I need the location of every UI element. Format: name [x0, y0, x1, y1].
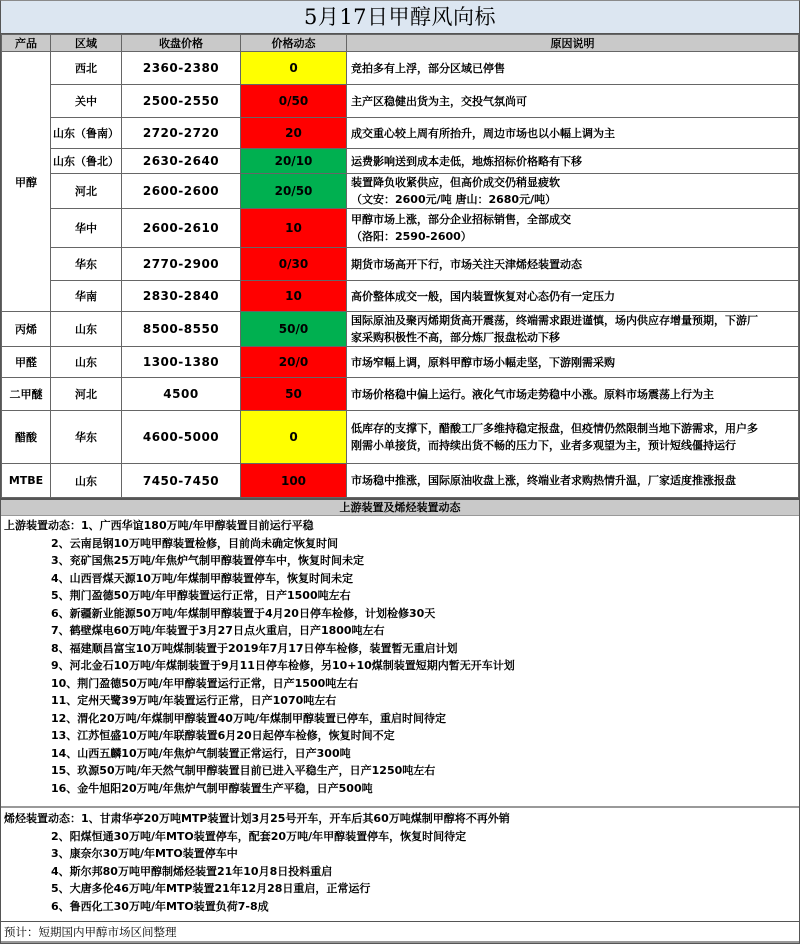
reason-line: 国际原油及聚丙烯期货高开震荡，终端需求跟进谨慎，场内供应存增量预期，下游厂 [351, 314, 758, 327]
table-header-row [2, 35, 799, 52]
reason-line: 低库存的支撑下，醋酸工厂多维持稳定报盘，但疫情仍然限制当地下游需求，用户多 [351, 422, 758, 435]
upstream-item-text: 3、兖矿国焦25万吨/年焦炉气制甲醇装置停车中，恢复时间未定 [51, 554, 364, 567]
region-cell: 华南 [51, 281, 122, 312]
upstream-item [4, 675, 796, 693]
price-cell: 2630-2640 [122, 149, 241, 174]
table-row [2, 52, 799, 85]
region-cell: 华东 [51, 411, 122, 464]
reason-line: 主产区稳健出货为主，交投气氛尚可 [351, 94, 527, 108]
olefin-item-text: 3、康奈尔30万吨/年MTO装置停车中 [51, 847, 238, 860]
upstream-item [4, 762, 796, 780]
reason-cell [347, 411, 799, 464]
olefin-block [1, 806, 799, 921]
reason-cell [347, 347, 799, 378]
table-row [2, 209, 799, 248]
upstream-item [4, 517, 796, 535]
olefin-item-text: 5、大唐多伦46万吨/年MTP装置21年12月28日重启，正常运行 [51, 882, 371, 895]
olefin-item [4, 845, 796, 863]
change-cell: 20 [241, 118, 347, 149]
upstream-item-text: 9、河北金石10万吨/年煤制装置于9月11日停车检修，另10+10煤制装置短期内暂无开车计划 [51, 659, 515, 672]
olefin-item-text: 6、鲁西化工30万吨/年MTO装置负荷7-8成 [51, 899, 269, 913]
price-cell: 2830-2840 [122, 281, 241, 312]
region-cell: 山东（鲁北） [51, 149, 122, 174]
upstream-item [4, 657, 796, 675]
price-table [1, 34, 799, 498]
reason-line: 期货市场高开下行，市场关注天津烯烃装置动态 [351, 257, 582, 271]
upstream-item [4, 727, 796, 745]
upstream-item-text: 5、荆门盈德50万吨/年甲醇装置运行正常，日产1500吨左右 [51, 589, 351, 602]
table-row [2, 464, 799, 498]
upstream-item [4, 745, 796, 763]
table-row [2, 312, 799, 347]
reason-line: 甲醇市场上涨，部分企业招标销售，全部成交 [351, 213, 571, 226]
region-cell: 山东 [51, 464, 122, 498]
table-row [2, 378, 799, 411]
reason-cell [347, 85, 799, 118]
upstream-item-text: 14、山西五麟10万吨/年焦炉气制装置正常运行，日产300吨 [51, 746, 351, 760]
product-cell: MTBE [2, 464, 51, 498]
reason-cell [347, 118, 799, 149]
upstream-item [4, 552, 796, 570]
region-cell: 西北 [51, 52, 122, 85]
reason-line: 市场稳中推涨，国际原油收盘上涨，终端业者求购热情升温，厂家适度推涨报盘 [351, 474, 736, 487]
table-row [2, 347, 799, 378]
upstream-label: 上游装置动态： [4, 519, 81, 532]
reason-line: 市场价格稳中偏上运行。液化气市场走势稳中小涨。原料市场震荡上行为主 [351, 387, 714, 401]
upstream-block [1, 516, 799, 806]
product-cell: 二甲醚 [2, 378, 51, 411]
upstream-item [4, 780, 796, 798]
price-cell: 2720-2720 [122, 118, 241, 149]
table-row [2, 411, 799, 464]
reason-line: 成交重心较上周有所抬升，周边市场也以小幅上调为主 [351, 126, 615, 140]
upstream-item-text: 16、金牛旭阳20万吨/年焦炉气制甲醇装置生产平稳，日产500吨 [51, 781, 373, 795]
reason-line: 家采购积极性不高，部分炼厂报盘松动下移 [351, 331, 560, 344]
product-cell: 甲醛 [2, 347, 51, 378]
change-cell: 50 [241, 378, 347, 411]
price-cell: 4600-5000 [122, 411, 241, 464]
olefin-item-text: 1、甘肃华亭20万吨MTP装置计划3月25号开车，开车后其60万吨煤制甲醇将不再外销 [81, 812, 510, 825]
reason-line: 装置降负收紧供应，但高价成交仍稍显疲软 [351, 176, 560, 189]
upstream-item [4, 710, 796, 728]
upstream-item-text: 13、江苏恒盛10万吨/年联醇装置6月20日起停车检修，恢复时间不定 [51, 729, 395, 742]
report-title: 5月17日甲醇风向标 [1, 1, 799, 34]
price-cell: 2600-2600 [122, 174, 241, 209]
reason-line: （文安：2600元/吨 唐山：2680元/吨） [351, 193, 557, 206]
olefin-item [4, 880, 796, 898]
upstream-item [4, 535, 796, 553]
upstream-item [4, 640, 796, 658]
price-cell: 2360-2380 [122, 52, 241, 85]
price-cell: 1300-1380 [122, 347, 241, 378]
upstream-item-text: 6、新疆新业能源50万吨/年煤制甲醇装置于4月20日停车检修，计划检修30天 [51, 606, 436, 620]
reason-line: （洛阳：2590-2600） [351, 230, 472, 243]
change-cell: 100 [241, 464, 347, 498]
change-cell: 10 [241, 209, 347, 248]
reason-cell [347, 52, 799, 85]
upstream-item-text: 10、荆门盈德50万吨/年甲醇装置运行正常，日产1500吨左右 [51, 676, 359, 690]
reason-cell [347, 248, 799, 281]
reason-line: 竞拍多有上浮，部分区域已停售 [351, 61, 505, 75]
table-row [2, 174, 799, 209]
change-cell: 20/0 [241, 347, 347, 378]
change-cell: 0 [241, 52, 347, 85]
region-cell: 山东（鲁南） [51, 118, 122, 149]
forecast-text: 预计：短期国内甲醇市场区间整理 [1, 921, 799, 943]
table-row [2, 85, 799, 118]
upstream-item-text: 7、鹤壁煤电60万吨/年装置于3月27日点火重启，日产1800吨左右 [51, 624, 385, 637]
upstream-item [4, 605, 796, 623]
region-cell: 河北 [51, 174, 122, 209]
upstream-item-text: 2、云南昆钢10万吨甲醇装置检修，目前尚未确定恢复时间 [51, 536, 338, 550]
reason-cell [347, 281, 799, 312]
product-cell: 醋酸 [2, 411, 51, 464]
upstream-item [4, 570, 796, 588]
upstream-item-text: 12、渭化20万吨/年煤制甲醇装置40万吨/年煤制甲醇装置已停车，重启时间待定 [51, 711, 446, 725]
olefin-item [4, 828, 796, 846]
region-cell: 华东 [51, 248, 122, 281]
region-cell: 河北 [51, 378, 122, 411]
table-row [2, 149, 799, 174]
table-row [2, 118, 799, 149]
price-cell: 4500 [122, 378, 241, 411]
olefin-item [4, 863, 796, 881]
table-row [2, 248, 799, 281]
product-cell: 丙烯 [2, 312, 51, 347]
change-cell: 20/10 [241, 149, 347, 174]
olefin-item [4, 898, 796, 916]
reason-cell [347, 209, 799, 248]
col-header-region: 区域 [51, 35, 122, 52]
price-cell: 2600-2610 [122, 209, 241, 248]
upstream-item-text: 4、山西晋煤天源10万吨/年煤制甲醇装置停车，恢复时间未定 [51, 571, 353, 585]
table-row [2, 281, 799, 312]
olefin-item-text: 4、斯尔邦80万吨甲醇制烯烃装置21年10月8日投料重启 [51, 864, 333, 878]
upstream-item [4, 692, 796, 710]
change-cell: 50/0 [241, 312, 347, 347]
reason-line: 运费影响送到成本走低，地炼招标价格略有下移 [351, 154, 582, 168]
olefin-label: 烯烃装置动态： [4, 812, 81, 825]
col-header-product: 产品 [2, 35, 51, 52]
upstream-item [4, 587, 796, 605]
reason-line: 高价整体成交一般，国内装置恢复对心态仍有一定压力 [351, 289, 615, 303]
col-header-reason: 原因说明 [347, 35, 799, 52]
upstream-item [4, 622, 796, 640]
reason-line: 市场窄幅上调，原料甲醇市场小幅走坚，下游刚需采购 [351, 355, 615, 369]
change-cell: 10 [241, 281, 347, 312]
price-cell: 8500-8550 [122, 312, 241, 347]
change-cell: 20/50 [241, 174, 347, 209]
reason-cell [347, 464, 799, 498]
olefin-item [4, 810, 796, 828]
reason-cell [347, 312, 799, 347]
col-header-change: 价格动态 [241, 35, 347, 52]
region-cell: 关中 [51, 85, 122, 118]
product-cell: 甲醇 [2, 52, 51, 312]
upstream-item-text: 11、定州天鹭39万吨/年装置运行正常，日产1070吨左右 [51, 694, 337, 707]
upstream-item-text: 8、福建顺昌富宝10万吨煤制装置于2019年7月17日停车检修，装置暂无重启计划 [51, 641, 458, 655]
price-cell: 2500-2550 [122, 85, 241, 118]
col-header-price: 收盘价格 [122, 35, 241, 52]
reason-cell [347, 378, 799, 411]
region-cell: 华中 [51, 209, 122, 248]
price-cell: 2770-2900 [122, 248, 241, 281]
section-header: 上游装置及烯烃装置动态 [1, 498, 799, 516]
region-cell: 山东 [51, 312, 122, 347]
change-cell: 0/50 [241, 85, 347, 118]
reason-cell [347, 174, 799, 209]
upstream-item-text: 1、广西华谊180万吨/年甲醇装置目前运行平稳 [81, 519, 314, 532]
reason-cell [347, 149, 799, 174]
change-cell: 0 [241, 411, 347, 464]
price-cell: 7450-7450 [122, 464, 241, 498]
olefin-item-text: 2、阳煤恒通30万吨/年MTO装置停车，配套20万吨/年甲醇装置停车，恢复时间待定 [51, 829, 467, 843]
upstream-item-text: 15、玖源50万吨/年天然气制甲醇装置目前已进入平稳生产，日产1250吨左右 [51, 764, 436, 777]
region-cell: 山东 [51, 347, 122, 378]
reason-line: 刚需小单接货，而持续出货不畅的压力下，业者多观望为主，预计短线僵持运行 [351, 439, 736, 452]
change-cell: 0/30 [241, 248, 347, 281]
